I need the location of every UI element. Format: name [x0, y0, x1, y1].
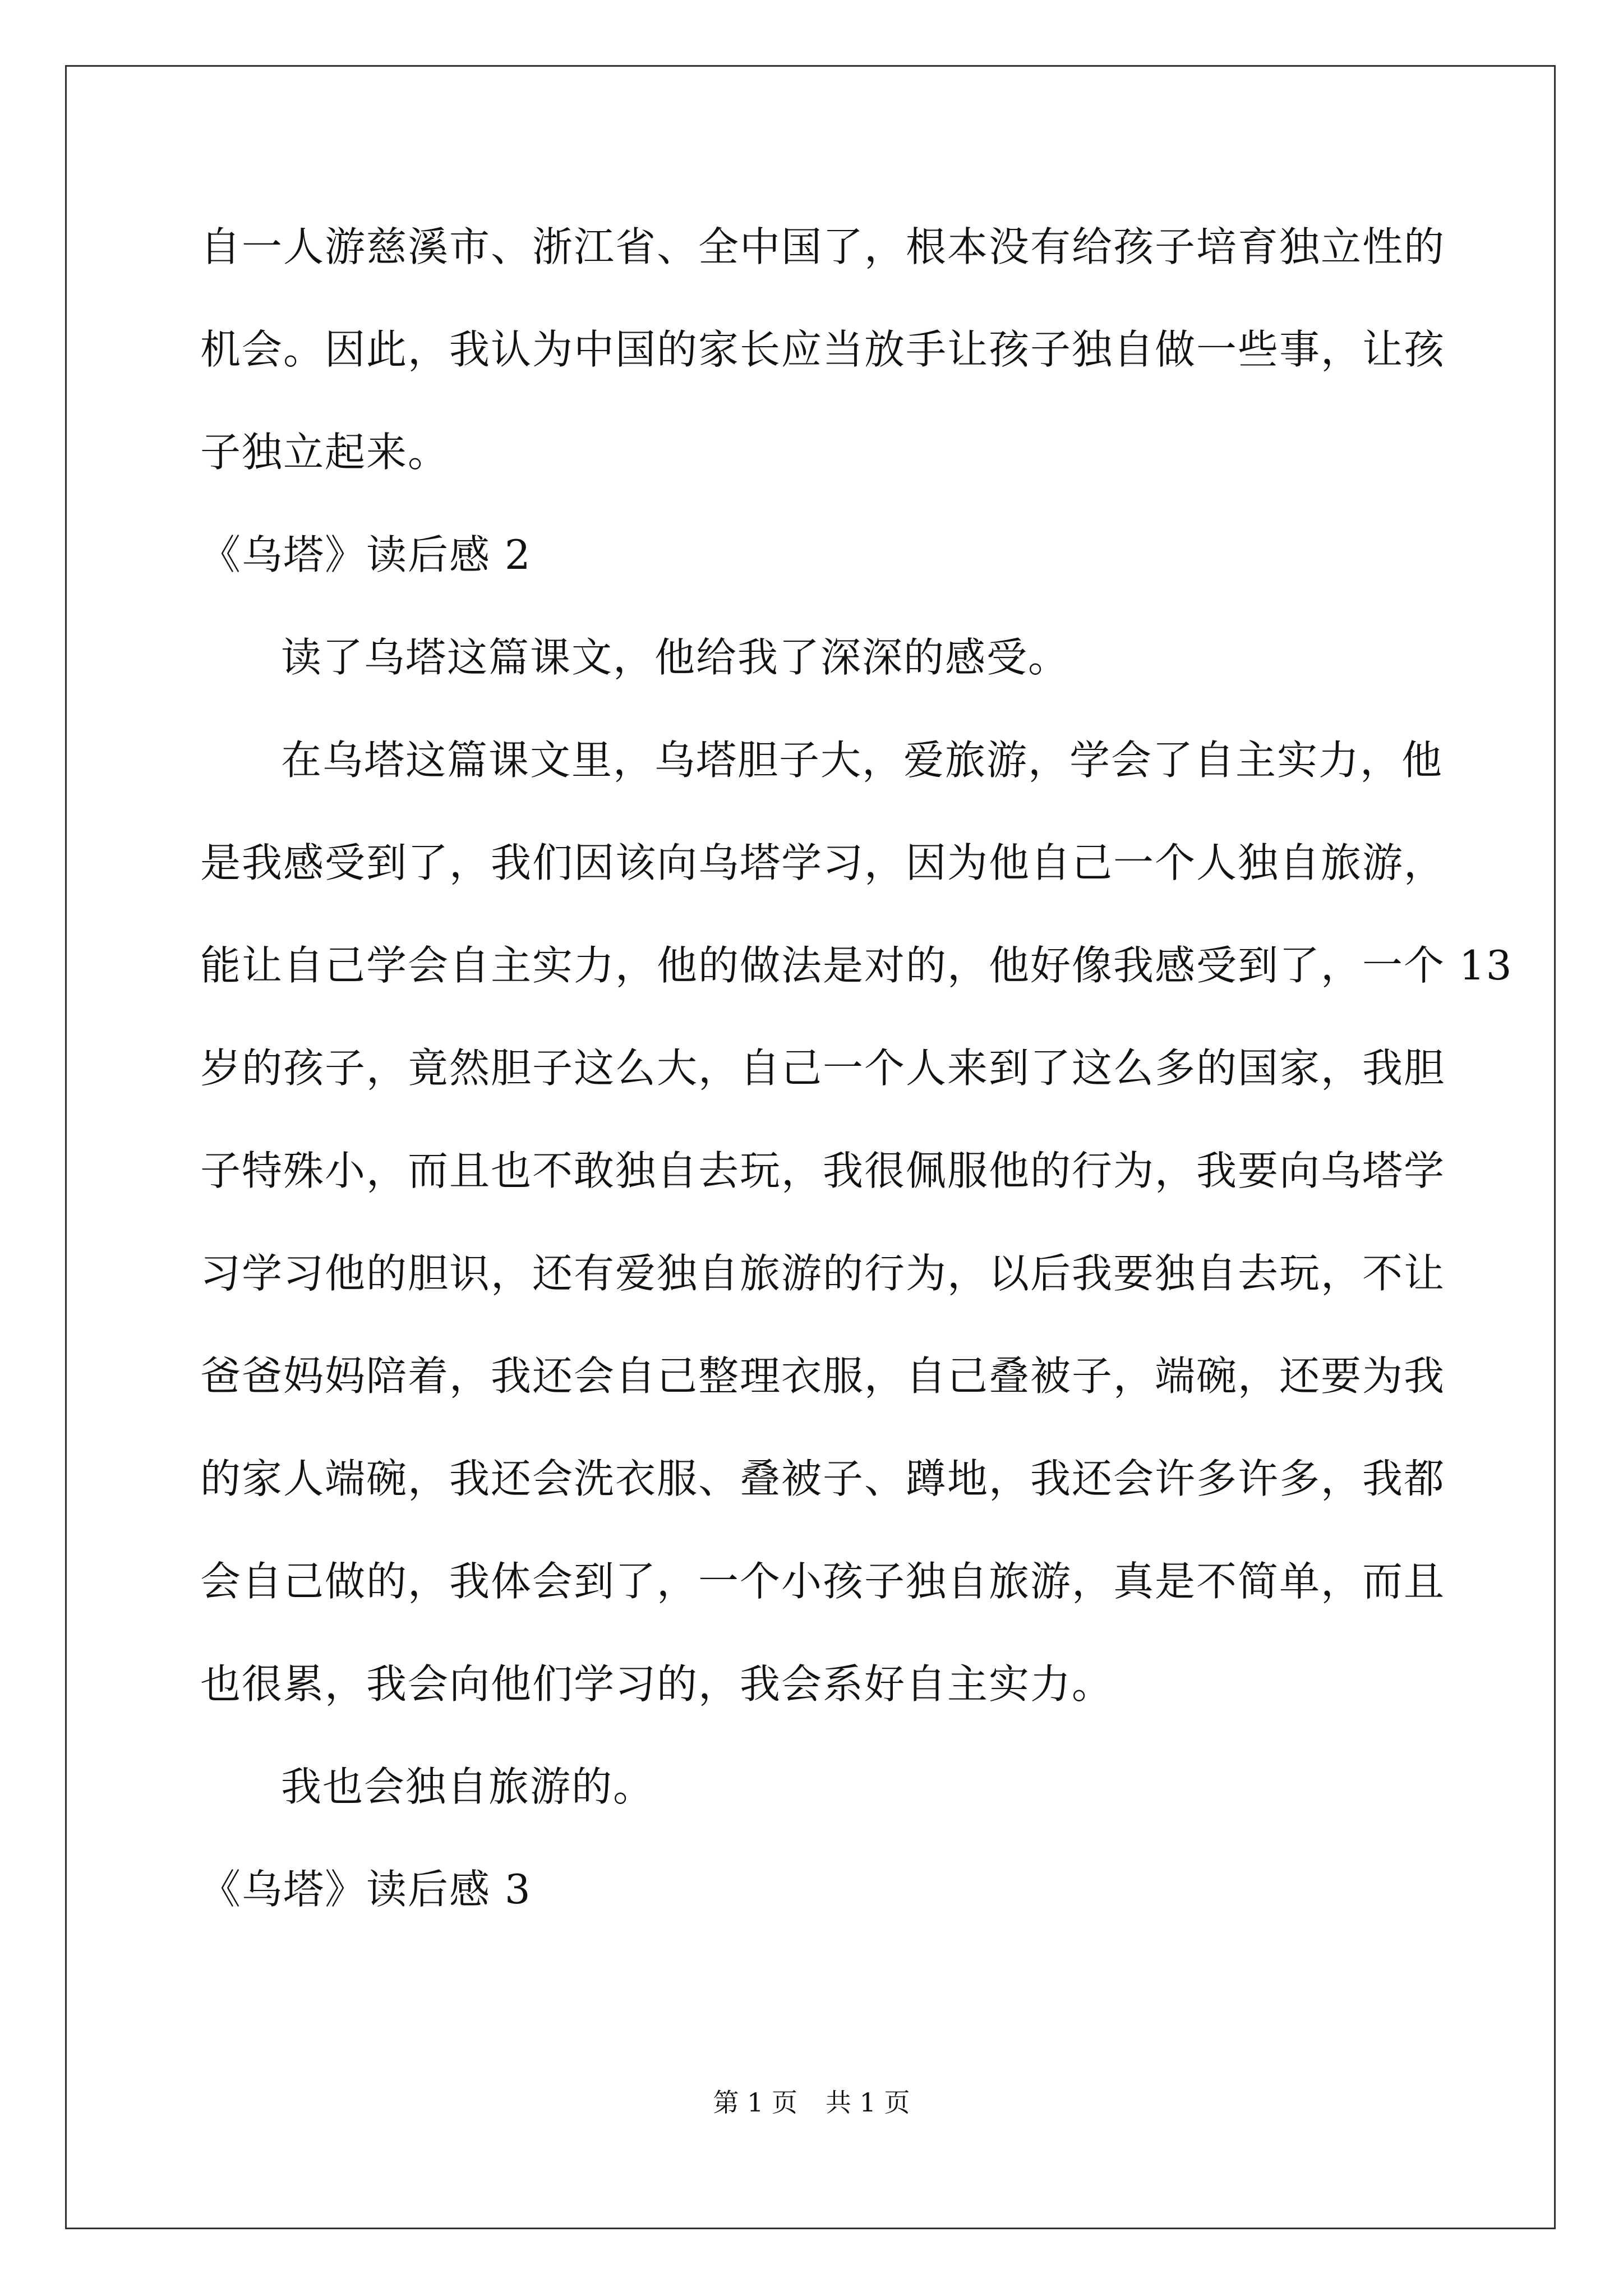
- paragraph-line: 也很累，我会向他们学习的，我会系好自主实力。: [200, 1660, 1114, 1708]
- paragraph-line: 子特殊小，而且也不敢独自去玩，我很佩服他的行为，我要向乌塔学: [200, 1147, 1446, 1194]
- paragraph-line: 机会。因此，我认为中国的家长应当放手让孩子独自做一些事，让孩: [200, 326, 1446, 373]
- paragraph-line: 子独立起来。: [200, 429, 450, 476]
- paragraph-line: 岁的孩子，竟然胆子这么大，自己一个人来到了这么多的国家，我胆: [200, 1045, 1446, 1092]
- paragraph-line: 读了乌塔这篇课文，他给我了深深的感受。: [281, 634, 1070, 681]
- paragraph-line: 能让自己学会自主实力，他的做法是对的，他好像我感受到了，一个 13: [200, 942, 1513, 989]
- page-total: 共 1 页: [826, 2087, 910, 2118]
- paragraph-line: 会自己做的，我体会到了，一个小孩子独自旅游，真是不简单，而且: [200, 1558, 1446, 1605]
- paragraph-line: 的家人端碗，我还会洗衣服、叠被子、蹲地，我还会许多许多，我都: [200, 1455, 1446, 1502]
- document-body: [200, 213, 1513, 1958]
- paragraph-line: 自一人游慈溪市、浙江省、全中国了，根本没有给孩子培育独立性的: [200, 223, 1446, 270]
- page-footer: [0, 2086, 1623, 2119]
- paragraph-line: 我也会独自旅游的。: [281, 1763, 655, 1810]
- paragraph-line: 习学习他的胆识，还有爱独自旅游的行为，以后我要独自去玩，不让: [200, 1250, 1446, 1297]
- paragraph-line: 是我感受到了，我们因该向乌塔学习，因为他自己一个人独自旅游，: [200, 839, 1446, 886]
- paragraph-line: 爸爸妈妈陪着，我还会自己整理衣服，自己叠被子，端碗，还要为我: [200, 1352, 1446, 1400]
- paragraph-line: 在乌塔这篇课文里，乌塔胆子大，爱旅游，学会了自主实力，他: [281, 737, 1444, 784]
- section-heading: 《乌塔》读后感 3: [200, 1866, 532, 1913]
- section-heading: 《乌塔》读后感 2: [200, 531, 532, 578]
- page-number: 第 1 页: [713, 2087, 797, 2118]
